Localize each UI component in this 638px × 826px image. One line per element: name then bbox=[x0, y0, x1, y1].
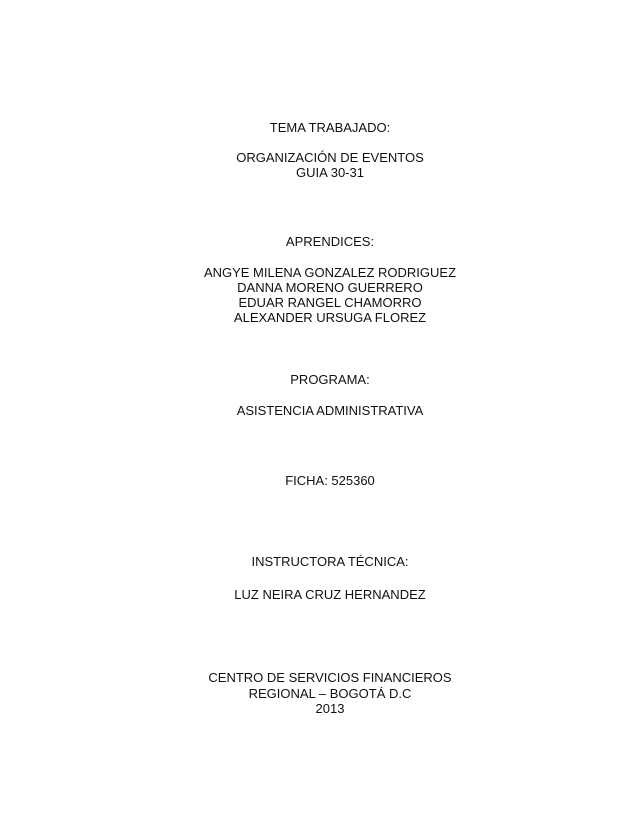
tema-guia: GUIA 30-31 bbox=[296, 165, 364, 180]
aprendiz-name-4: ALEXANDER URSUGA FLOREZ bbox=[233, 310, 427, 325]
aprendices-label: APRENDICES: bbox=[285, 234, 375, 249]
tema-title: ORGANIZACIÓN DE EVENTOS bbox=[236, 150, 424, 165]
aprendiz-name-2: DANNA MORENO GUERRERO bbox=[237, 280, 423, 295]
aprendiz-name-1: ANGYE MILENA GONZALEZ RODRIGUEZ bbox=[203, 265, 457, 280]
ficha-text: FICHA: 525360 bbox=[285, 473, 375, 488]
instructora-label: INSTRUCTORA TÉCNICA: bbox=[251, 554, 409, 569]
centro-year: 2013 bbox=[315, 701, 345, 716]
programa-value: ASISTENCIA ADMINISTRATIVA bbox=[236, 403, 424, 418]
aprendiz-name-3: EDUAR RANGEL CHAMORRO bbox=[238, 295, 422, 310]
programa-label: PROGRAMA: bbox=[290, 372, 370, 387]
instructora-name: LUZ NEIRA CRUZ HERNANDEZ bbox=[234, 587, 426, 602]
centro-name: CENTRO DE SERVICIOS FINANCIEROS bbox=[208, 670, 452, 685]
centro-regional: REGIONAL – BOGOTÁ D.C bbox=[248, 686, 412, 701]
tema-label: TEMA TRABAJADO: bbox=[269, 120, 391, 135]
